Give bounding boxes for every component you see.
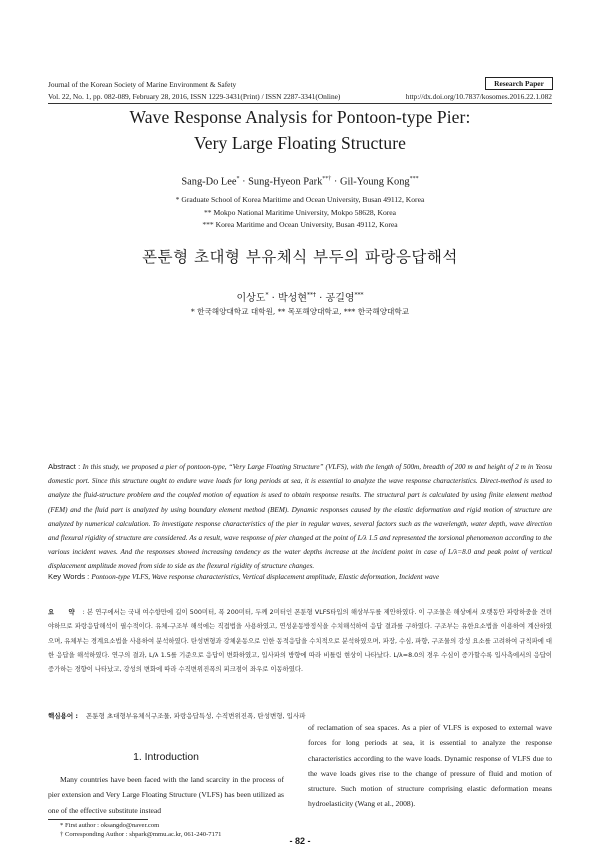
intro-right-column: of reclamation of sea spaces. As a pier of VLFS is exposed to external wave forces for long periods at sea, it is essential to analyze the response characteristics according to the wave loads. Dynamic response of VLFS due to the wave loads gives rise to the change of pressure of fluid and motion of structure. Such motion of structure comprising elastic deformation means hydroelasticity (Wang et al., 2008). xyxy=(308,723,552,809)
korean-abstract xyxy=(48,606,552,677)
author-separator: · xyxy=(331,176,340,188)
volume-info: Vol. 22, No. 1, pp. 082-089, February 28, 2016, ISSN 1229-3431(Print) / ISSN 2287-3341(Online) xyxy=(48,92,341,101)
keywords-text: Pontoon-type VLFS, Wave response characteristics, Vertical displacement amplitude, Elastic deformation, Incident wave xyxy=(91,573,440,581)
author-3-mark: *** xyxy=(409,176,419,182)
korean-abstract-label: 요 약 xyxy=(48,609,81,616)
english-keywords xyxy=(48,571,552,583)
paper-title-line1: Wave Response Analysis for Pontoon-type Pier: xyxy=(129,107,471,127)
korean-keywords-text: 폰툰형 초대형부유체식구조물, 파랑응답특성, 수직변위진폭, 탄성변형, 입사파 xyxy=(85,712,306,720)
author-3: Gil-Young Kong xyxy=(339,176,410,188)
author-2: Sung-Hyeon Park xyxy=(248,176,323,188)
journal-name: Journal of the Korean Society of Marine Environment & Safety xyxy=(48,80,237,89)
footnote-rule xyxy=(48,819,148,820)
author-1-mark: * xyxy=(236,176,240,182)
author-1: Sang-Do Lee xyxy=(181,176,237,188)
author-separator: · xyxy=(315,293,326,304)
section-heading-introduction: 1. Introduction xyxy=(133,752,199,763)
author-separator: · xyxy=(268,293,278,304)
abstract-label: Abstract : xyxy=(48,462,83,471)
abstract-text: In this study, we proposed a pier of pontoon-type, “Very Large Floating Structure” (VLFS), with the length of 500m, breadth of 200 m and height of 2 m in Yeosu domestic port. Since this structure ought to endure wave loads for long periods at sea, it is essential to analyze the wave response characteristics. Direct-method is used to analyze the fluid-structure problem and the coupled motion of equation is used to obtain response results. The structural part is calculated by using finite element method (FEM) and the fluid part is analyzed by using boundary element method (BEM). Dynamic responses caused by the elastic deformation and rigid motion of structure are analyzed by numerical calculation. To investigate response characteristics of the pier in regular waves, several factors such as the wavelength, water depth, wave direction and flexural rigidity of structure are considered. As a result, wave response of pier changed at the point of L/λ 1.5 and represented the torsional phenomenon according to the various incident waves. And the responses showed increasing tendency as the water depths increase at the incident point in case of L/λ=8.0 and peak point of vertical displacement amplitude moved from side to side as the flexural rigidity of structure changes. xyxy=(48,463,552,571)
author-2-mark: **† xyxy=(322,176,332,182)
doi-link[interactable]: http://dx.doi.org/10.7837/kosomes.2016.22.1.082 xyxy=(405,92,552,101)
header-rule xyxy=(48,103,552,104)
footnote-first-author: * First author : oksangdo@naver.com xyxy=(60,822,160,829)
keywords-label: Key Words : xyxy=(48,572,92,581)
korean-author-1-mark: * xyxy=(265,291,269,299)
affiliation-3: *** Korea Maritime and Ocean University, Busan 49112, Korea xyxy=(202,220,398,229)
korean-author-2: 박성현 xyxy=(278,293,307,304)
korean-title: 폰툰형 초대형 부유체식 부두의 파랑응답해석 xyxy=(142,248,458,266)
research-paper-badge: Research Paper xyxy=(485,77,553,90)
korean-author-3-mark: *** xyxy=(354,291,364,299)
paper-title-line2: Very Large Floating Structure xyxy=(193,133,407,153)
korean-author-2-mark: **† xyxy=(306,291,316,299)
footnote-corresponding-author: † Corresponding Author : shpark@mmu.ac.kr, 061-240-7171 xyxy=(60,831,222,838)
korean-keywords-label: 핵심용어 : xyxy=(48,712,78,720)
korean-author-list xyxy=(0,289,600,304)
korean-affiliations: * 한국해양대학교 대학원, ** 목포해양대학교, *** 한국해양대학교 xyxy=(190,307,410,316)
korean-abstract-text: : 본 연구에서는 국내 여수항만에 길이 500미터, 폭 200미터, 두께 2미터인 폰툰형 VLFS타입의 해상부두를 제안하였다. 이 구조물은 해상에서 오랫동안 파랑하중을 견뎌야하므로 파랑응답해석이 필수적이다. 유체-구조부 해석에는 직접법을 사용하였고, 연성운동방정식을 수치해석하여 응답 결과를 구하였다. 구조부는 유한요소법을 이용하여 계산하였으며, 유체부는 경계요소법을 사용하여 분석하였다. 탄성변형과 강체운동으로 인한 동적응답을 수치적으로 분석하였으며, 파장, 수심, 파향, 구조물의 강성 요소를 고려하여 규칙파에 대한 응답을 해석하였다. 연구의 결과, L/λ 1.5를 기준으로 응답이 변화하였고, 입사파의 방향에 따라 비틀림 현상이 나타났다. L/λ=8.0의 경우 수심이 증가할수록 입사측에서의 응답이 증가하는 경향이 나타났고, 강성의 변화에 따라 수직변위진폭의 피크점이 좌우로 이동하였다. xyxy=(48,609,552,674)
korean-author-1: 이상도 xyxy=(236,293,266,304)
author-separator: · xyxy=(239,176,249,188)
intro-left-column: Many countries have been faced with the land scarcity in the process of pier extension and Very Large Floating Structure (VLFS) has been utilized as one of the effective substitute instead xyxy=(48,775,284,815)
affiliation-1: * Graduate School of Korea Maritime and Ocean University, Busan 49112, Korea xyxy=(175,195,425,204)
korean-author-3: 공길영 xyxy=(325,293,355,304)
english-abstract xyxy=(48,460,552,574)
affiliation-2: ** Mokpo National Maritime University, Mokpo 58628, Korea xyxy=(203,208,397,217)
author-list xyxy=(0,176,600,187)
page-number: - 82 - xyxy=(289,836,311,846)
